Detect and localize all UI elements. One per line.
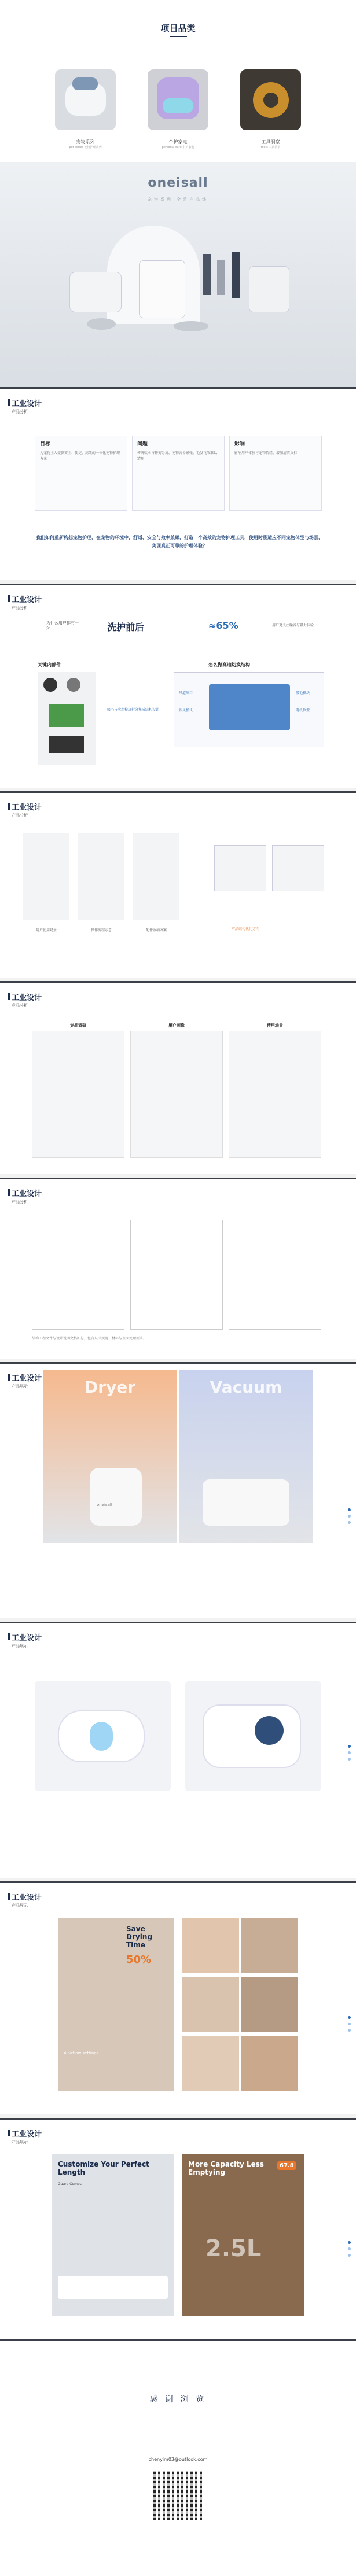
flow-image [78, 833, 124, 920]
analysis-card-title: 问题 [137, 441, 148, 447]
structure-tag: 吹风模块 [179, 708, 193, 713]
section-subtitle: 产品展示 [12, 2140, 28, 2145]
dryer-label: Dryer [84, 1378, 136, 1397]
competitor-panel [32, 1031, 124, 1158]
competitor-col-title: 竞品调研 [70, 1023, 86, 1028]
flow-detail-image [214, 845, 266, 891]
category-card-tools[interactable] [240, 69, 301, 130]
structure-title: 怎么做高速切换结构 [208, 662, 250, 667]
competitor-col-title: 用户画像 [168, 1023, 185, 1028]
category-label: 工具洞察 [261, 139, 280, 145]
qr-code-overlay [153, 2471, 203, 2520]
section-header [12, 1372, 42, 1389]
section-header [12, 991, 42, 1009]
brand-logo: oneisall [148, 176, 208, 190]
documents-section [0, 1179, 356, 1359]
pain-question: 为什么用户都有一种 [46, 621, 79, 631]
category-card-personal-care[interactable] [148, 69, 208, 130]
analysis-card-text: 传统吹水与修剪分离，宠物容易紧张，毛发飞散难以清理 [137, 451, 218, 461]
competitor-panel [229, 1031, 321, 1158]
category-sub: tools 工具洞察 [260, 146, 281, 149]
analysis-card [132, 436, 225, 511]
competitor-col-title: 使用场景 [267, 1023, 283, 1028]
document-note: 结构工程文件与设计说明文档汇总，包含尺寸规范、材料与表面处理要求。 [32, 1337, 147, 1341]
structure-tag: 电机位置 [296, 708, 310, 713]
section-title: 工业设计 [12, 400, 42, 408]
poster-sub: Guard Combs [58, 2182, 82, 2186]
showcase-section [0, 1364, 356, 1618]
design-question: 我们如何重新构想宠物护理，在宠物的环境中，舒适、安全与效率兼顾，打造一个高效的宠物护理工具，使用时能适应不同宠物体型与场景，实现真正可靠的护理体验？ [36, 535, 323, 548]
competitor-section [0, 983, 356, 1174]
flow-section [0, 793, 356, 978]
section-header [12, 397, 42, 415]
flow-image [23, 833, 69, 920]
page-dots[interactable] [348, 1745, 351, 1764]
hero-product-image [58, 249, 301, 335]
section-title: 工业设计 [12, 2130, 42, 2139]
pain-note: 用户更关注噪音与吸力体验 [272, 623, 314, 628]
category-label: 宠物系列 [76, 139, 95, 145]
poster-section-2 [0, 2120, 356, 2339]
section-subtitle: 产品展示 [12, 1644, 28, 1648]
analysis-card [35, 436, 127, 511]
drying-poster [58, 1918, 174, 2091]
flow-step: 配件收纳方案 [145, 928, 167, 932]
hero-caption: 宠物系列 全系产品线 [147, 197, 209, 202]
thanks-section [0, 2341, 356, 2576]
poster-percent: 50% [126, 1954, 152, 1966]
category-labels [0, 139, 356, 162]
render-closeup-right [185, 1681, 321, 1791]
flow-step: 用户使用场景 [35, 928, 57, 932]
pain-percent: ≈65% [208, 620, 238, 631]
document-sheet [229, 1220, 321, 1330]
page-dots[interactable] [348, 1508, 351, 1527]
page-dots[interactable] [348, 2016, 351, 2035]
section-subtitle: 产品展示 [12, 1384, 28, 1389]
category-section [0, 0, 356, 139]
analysis-card-text: 为宠物主人提供安全、便捷、高效的一体化宠物护理方案 [40, 451, 120, 461]
section-header [12, 2128, 42, 2145]
parts-note: 吸毛与吹水模块拆分集成结构设计 [107, 708, 160, 712]
render-section [0, 1623, 356, 1878]
category-sub: personal care 个护家电 [162, 146, 194, 149]
section-title: 工业设计 [12, 1894, 42, 1902]
category-label: 个护家电 [168, 139, 188, 145]
section-title: 工业设计 [12, 596, 42, 604]
section-subtitle: 产品分析 [12, 409, 28, 414]
section-title: 工业设计 [12, 1374, 42, 1383]
section-subtitle: 产品展示 [12, 1903, 28, 1908]
analysis-section [0, 389, 356, 580]
pain-section [0, 585, 356, 788]
comb-poster [52, 2154, 174, 2316]
section-title: 工业设计 [12, 1190, 42, 1198]
poster-headline: Customize Your Perfect Length [58, 2160, 149, 2176]
feature-grid [182, 1918, 298, 2091]
poster-headline: Save Drying Time [126, 1925, 152, 1949]
structure-panel [174, 672, 324, 747]
poster-capacity: 2.5L [205, 2235, 262, 2262]
render-closeup-left [35, 1681, 171, 1791]
contact-email[interactable]: chenyim03@outlook.com [148, 2457, 208, 2462]
flow-note: 产品结构优化方向 [232, 927, 260, 931]
poster-line: 4 airflow settings [64, 2051, 99, 2055]
poster-section-1 [0, 1883, 356, 2114]
section-title: 工业设计 [12, 803, 42, 812]
document-sheet [32, 1220, 124, 1330]
competitor-panel [130, 1031, 223, 1158]
category-title: 项目品类 [160, 23, 196, 34]
parts-image [38, 672, 96, 765]
analysis-card-text: 影响用户体验与宠物情绪，增加清洁负担 [234, 451, 298, 455]
poster-badge: 67.8 [277, 2161, 296, 2170]
page-dots[interactable] [348, 2241, 351, 2260]
section-header [12, 1891, 42, 1909]
section-subtitle: 产品分析 [12, 1200, 28, 1204]
category-card-pet[interactable] [55, 69, 116, 130]
capacity-poster [182, 2154, 304, 2316]
section-header [12, 801, 42, 818]
poster-headline: More Capacity Less Emptying [188, 2160, 265, 2176]
section-header [12, 593, 42, 611]
flow-detail-image [272, 845, 324, 891]
title-underline [170, 36, 187, 37]
category-sub: pet series 宠物护理系列 [69, 146, 102, 149]
analysis-card-title: 目标 [40, 441, 51, 447]
analysis-card [229, 436, 322, 511]
dryer-photo [43, 1370, 177, 1543]
hero-section [0, 162, 356, 387]
pain-highlight: 洗护前后 [107, 622, 145, 633]
flow-image [133, 833, 179, 920]
vacuum-photo [179, 1370, 313, 1543]
section-title: 工业设计 [12, 1634, 42, 1643]
section-subtitle: 竞品分析 [12, 1003, 28, 1008]
section-header [12, 1187, 42, 1205]
analysis-card-title: 影响 [234, 441, 245, 447]
section-title: 工业设计 [12, 994, 42, 1002]
device-brand: oneisall [97, 1503, 112, 1507]
parts-title: 关键内部件 [38, 662, 61, 667]
section-header [12, 1632, 42, 1649]
structure-tag: 风道出口 [179, 691, 193, 695]
thanks-title: 感 谢 浏 览 [149, 2395, 207, 2404]
vacuum-label: Vacuum [210, 1378, 282, 1397]
flow-step: 操作流程示意 [90, 928, 112, 932]
section-subtitle: 产品分析 [12, 813, 28, 818]
section-subtitle: 产品分析 [12, 606, 28, 610]
structure-tag: 吸毛模块 [296, 691, 310, 695]
document-sheet [130, 1220, 223, 1330]
